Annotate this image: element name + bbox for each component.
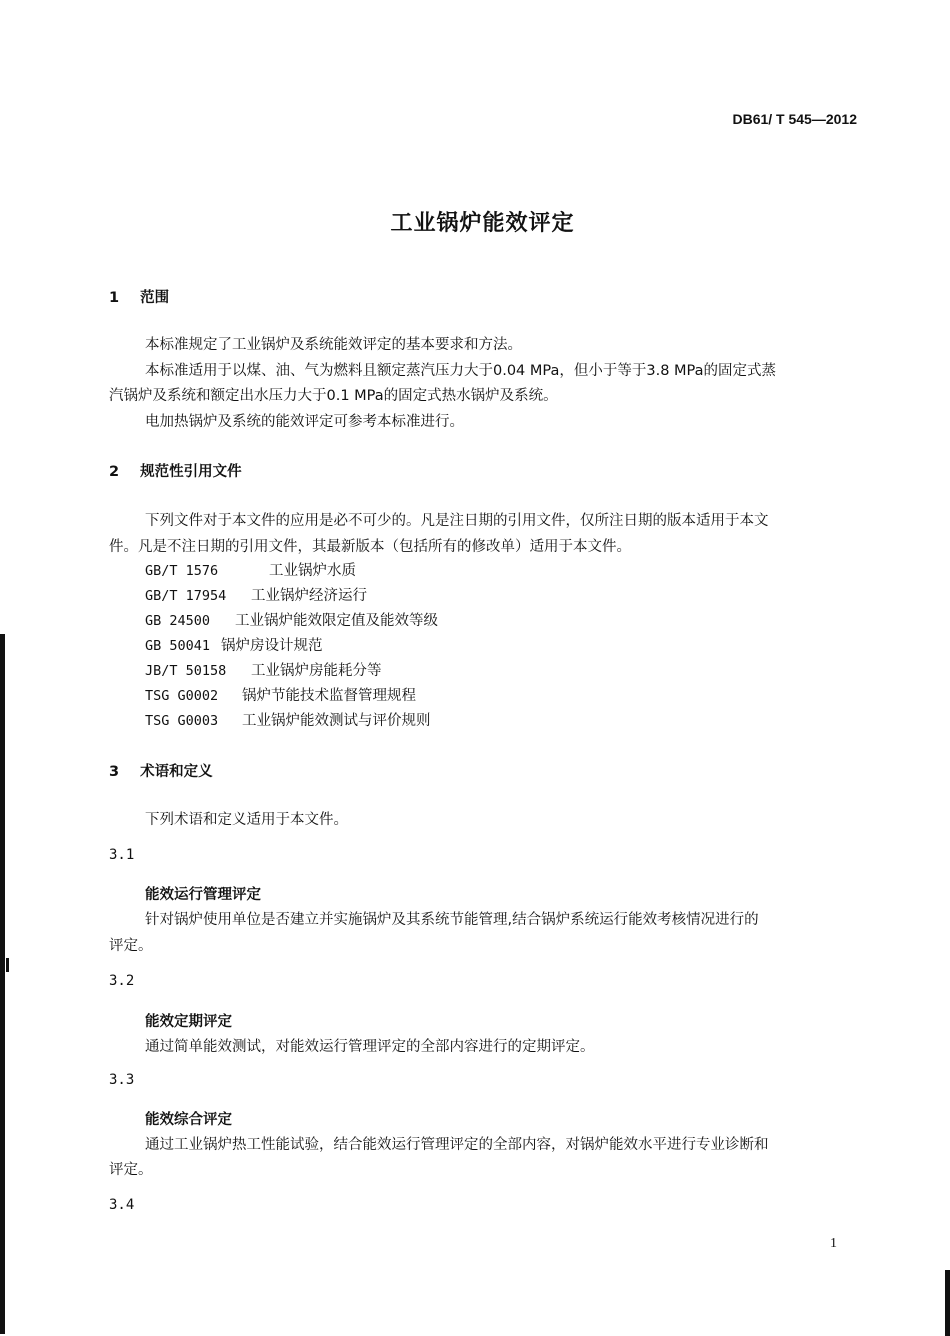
reference-item xyxy=(145,634,323,655)
reference-title: 锅炉房设计规范 xyxy=(221,638,323,654)
reference-code: TSG G0002 xyxy=(145,688,219,704)
reference-item xyxy=(145,609,438,630)
paragraph: 本标准适用于以煤、油、气为燃料且额定蒸汽压力大于0.04 MPa，但小于等于3.8 MPa的固定式蒸 xyxy=(145,363,777,379)
term-name: 能效综合评定 xyxy=(145,1112,232,1128)
term-definition: 针对锅炉使用单位是否建立并实施锅炉及其系统节能管理,结合锅炉系统运行能效考核情况进行的 xyxy=(145,912,759,928)
section-2-heading xyxy=(109,460,242,481)
term-name: 能效运行管理评定 xyxy=(145,887,261,903)
term-definition: 通过简单能效测试，对能效运行管理评定的全部内容进行的定期评定。 xyxy=(145,1039,595,1055)
reference-title: 工业锅炉水质 xyxy=(269,563,356,579)
reference-title: 工业锅炉能效限定值及能效等级 xyxy=(235,613,438,629)
reference-title: 工业锅炉房能耗分等 xyxy=(251,663,382,679)
reference-item xyxy=(145,709,431,730)
reference-title: 工业锅炉能效测试与评价规则 xyxy=(242,713,431,729)
reference-code: JB/T 50158 xyxy=(145,663,227,679)
paragraph-continuation: 件。凡是不注日期的引用文件，其最新版本（包括所有的修改单）适用于本文件。 xyxy=(109,539,631,555)
reference-code: GB 24500 xyxy=(145,613,211,629)
section-title: 术语和定义 xyxy=(140,764,213,780)
section-title: 范围 xyxy=(140,290,170,306)
page-title: 工业锅炉能效评定 xyxy=(390,211,575,236)
section-number: 2 xyxy=(109,464,120,480)
document-code: DB61/ T 545—2012 xyxy=(732,111,857,127)
paragraph: 下列文件对于本文件的应用是必不可少的。凡是注日期的引用文件，仅所注日期的版本适用于本文 xyxy=(145,513,769,529)
reference-code: GB/T 17954 xyxy=(145,588,227,604)
term-name: 能效定期评定 xyxy=(145,1014,232,1030)
reference-code: GB 50041 xyxy=(145,638,211,654)
section-title: 规范性引用文件 xyxy=(140,464,242,480)
section-number: 3 xyxy=(109,764,120,780)
section-1-heading xyxy=(109,286,169,307)
reference-item xyxy=(145,684,416,705)
scan-edge-mark-right xyxy=(945,1270,950,1336)
term-number: 3.3 xyxy=(109,1072,135,1088)
reference-code: TSG G0003 xyxy=(145,713,219,729)
reference-item xyxy=(145,559,356,580)
section-3-heading xyxy=(109,760,213,781)
reference-item xyxy=(145,659,382,680)
term-number: 3.2 xyxy=(109,973,135,989)
term-number: 3.4 xyxy=(109,1197,135,1213)
term-number: 3.1 xyxy=(109,847,135,863)
page-number: 1 xyxy=(830,1236,837,1251)
term-definition-continuation: 评定。 xyxy=(109,938,153,954)
scan-edge-mark-left-dot xyxy=(6,958,9,972)
paragraph: 下列术语和定义适用于本文件。 xyxy=(145,812,348,828)
section-number: 1 xyxy=(109,290,120,306)
reference-item xyxy=(145,584,367,605)
reference-title: 锅炉节能技术监督管理规程 xyxy=(242,688,416,704)
paragraph-continuation: 汽锅炉及系统和额定出水压力大于0.1 MPa的固定式热水锅炉及系统。 xyxy=(109,388,558,404)
reference-title: 工业锅炉经济运行 xyxy=(251,588,367,604)
reference-code: GB/T 1576 xyxy=(145,563,219,579)
scan-edge-mark-left xyxy=(0,634,5,1334)
term-definition-continuation: 评定。 xyxy=(109,1162,153,1178)
paragraph: 本标准规定了工业锅炉及系统能效评定的基本要求和方法。 xyxy=(145,337,522,353)
term-definition: 通过工业锅炉热工性能试验，结合能效运行管理评定的全部内容，对锅炉能效水平进行专业诊断和 xyxy=(145,1137,769,1153)
paragraph: 电加热锅炉及系统的能效评定可参考本标准进行。 xyxy=(145,414,464,430)
